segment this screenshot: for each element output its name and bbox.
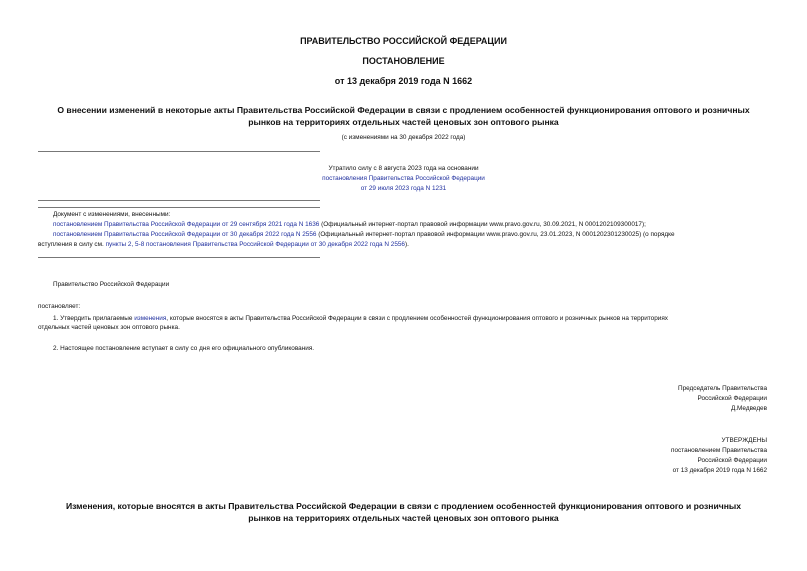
resolves: постановляет: — [38, 303, 81, 310]
paragraph-1-link[interactable]: изменения — [134, 315, 167, 322]
government-name: ПРАВИТЕЛЬСТВО РОССИЙСКОЙ ФЕДЕРАЦИИ — [300, 36, 507, 46]
doc-title — [0, 104, 807, 128]
change-item-2-link[interactable]: постановлением Правительства Российской Федерации от 30 декабря 2022 года N 2556 — [53, 231, 317, 238]
approved-line1: УТВЕРЖДЕНЫ — [721, 437, 767, 444]
signature-line1: Председатель Правительства — [678, 385, 767, 392]
change-item-2-text: (Официальный интернет-портал правовой информации www.pravo.gov.ru, 23.01.2023, N 0001202301230025) (о порядке — [316, 231, 675, 238]
signature-block — [678, 384, 767, 414]
paragraph-1-a: 1. Утвердить прилагаемые — [53, 315, 135, 322]
doc-type: ПОСТАНОВЛЕНИЕ — [362, 56, 445, 66]
change-item-2-link-b[interactable]: пункты 2, 5-8 постановления Правительства Российской Федерации от 30 декабря 2022 года N 2556 — [105, 241, 405, 248]
change-item-1-text: (Официальный интернет-портал правовой информации www.pravo.gov.ru, 30.09.2021, N 0001202109300017); — [319, 221, 646, 228]
lost-force-block — [0, 164, 807, 194]
annex-title-line1: Изменения, которые вносятся в акты Правительства Российской Федерации в связи с продлением особенностей функционирования оптового и розничных — [65, 501, 742, 511]
change-item-1 — [53, 220, 773, 230]
doc-title-line2: рынков на территориях отдельных частей ценовых зон оптового рынка — [248, 117, 559, 127]
change-item-2-continued — [38, 240, 778, 250]
issuer: Правительство Российской Федерации — [53, 281, 170, 288]
paragraph-1-b: , которые вносятся в акты Правительства Российской Федерации в связи с продлением особенностей функционирования оптового и розничных рынков на территориях — [166, 315, 668, 322]
annex-title — [0, 500, 807, 524]
separator-line — [38, 200, 320, 201]
change-item-2 — [53, 230, 773, 240]
changes-intro: Документ с изменениями, внесенными: — [53, 211, 171, 218]
lost-force-link-line1[interactable]: постановления Правительства Российской Федерации — [322, 175, 485, 182]
annex-title-line2: рынков на территориях отдельных частей ценовых зон оптового рынка — [248, 513, 559, 523]
approved-line2: постановлением Правительства — [671, 447, 767, 454]
approved-line3: Российской Федерации — [697, 457, 767, 464]
change-item-1-link[interactable]: постановлением Правительства Российской Федерации от 29 сентября 2021 года N 1636 — [53, 221, 320, 228]
separator-line — [38, 151, 320, 152]
lost-force-link-line2[interactable]: от 29 июля 2023 года N 1231 — [360, 185, 447, 192]
amended-note: (с изменениями на 30 декабря 2022 года) — [341, 134, 466, 141]
change-item-2-text-c: ). — [405, 241, 409, 248]
doc-title-line1: О внесении изменений в некоторые акты Правительства Российской Федерации в связи с продлением особенностей функционирования оптового и розничных — [57, 105, 750, 115]
approved-line4: от 13 декабря 2019 года N 1662 — [672, 467, 767, 474]
paragraph-2: 2. Настоящее постановление вступает в силу со дня его официального опубликования. — [53, 345, 315, 352]
lost-force-text: Утратило силу с 8 августа 2023 года на основании — [328, 165, 479, 172]
paragraph-1-continued: отдельных частей ценовых зон оптового рынка. — [38, 324, 180, 331]
separator-line — [38, 207, 320, 208]
change-item-2-text-b: вступления в силу см. — [38, 241, 106, 248]
signature-line3: Д.Медведев — [730, 405, 767, 412]
changes-block — [53, 210, 773, 240]
doc-date-number: от 13 декабря 2019 года N 1662 — [334, 76, 473, 86]
approved-block — [671, 436, 767, 476]
separator-line — [38, 257, 320, 258]
signature-line2: Российской Федерации — [697, 395, 767, 402]
